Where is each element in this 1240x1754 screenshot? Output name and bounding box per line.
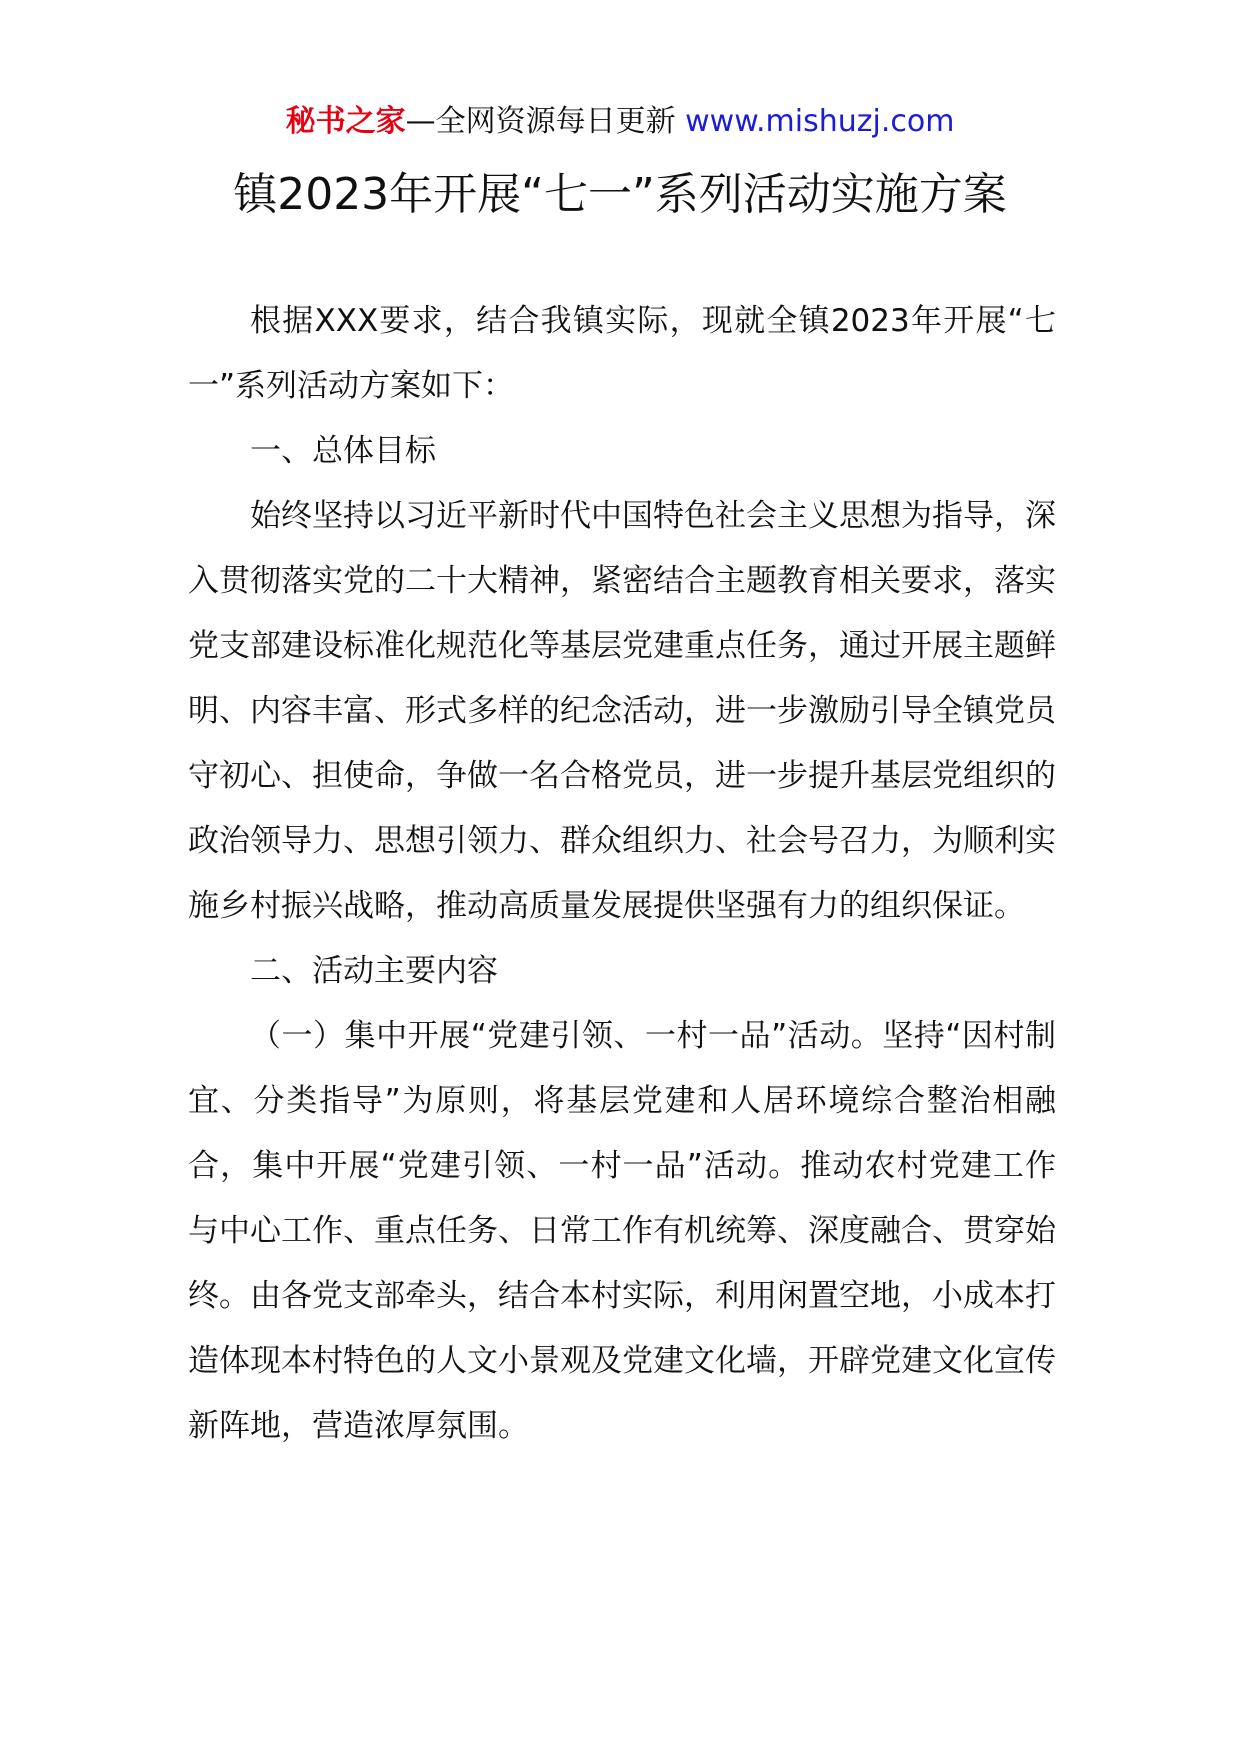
site-brand: 秘书之家 — [285, 104, 406, 139]
document-title: 镇2023年开展“七一”系列活动实施方案 — [233, 169, 1007, 220]
document-body — [188, 289, 1056, 1459]
paragraph-intro: 根据XXX要求，结合我镇实际，现就全镇2023年开展“七一”系列活动方案如下： — [188, 303, 1056, 404]
site-header — [0, 100, 1240, 144]
site-url-link[interactable]: www.mishuzj.com — [685, 104, 955, 139]
site-slogan: —全网资源每日更新 — [405, 104, 676, 139]
section-heading-goals: 一、总体目标 — [250, 433, 436, 469]
section-heading-content: 二、活动主要内容 — [250, 953, 498, 989]
paragraph-activity-one: （一）集中开展“党建引领、一村一品”活动。坚持“因村制宜、分类指导”为原则，将基层党建和人居环境综合整治相融合，集中开展“党建引领、一村一品”活动。推动农村党建工作与中心工作、重点任务、日常工作有机统筹、深度融合、贯穿始终。由各党支部牵头，结合本村实际，利用闲置空地，小成本打造体现本村特色的人文小景观及党建文化墙，开辟党建文化宣传新阵地，营造浓厚氛围。 — [188, 1018, 1056, 1444]
paragraph-goals: 始终坚持以习近平新时代中国特色社会主义思想为指导，深入贯彻落实党的二十大精神，紧密结合主题教育相关要求，落实党支部建设标准化规范化等基层党建重点任务，通过开展主题鲜明、内容丰富、形式多样的纪念活动，进一步激励引导全镇党员守初心、担使命，争做一名合格党员，进一步提升基层党组织的政治领导力、思想引领力、群众组织力、社会号召力，为顺利实施乡村振兴战略，推动高质量发展提供坚强有力的组织保证。 — [188, 498, 1056, 924]
